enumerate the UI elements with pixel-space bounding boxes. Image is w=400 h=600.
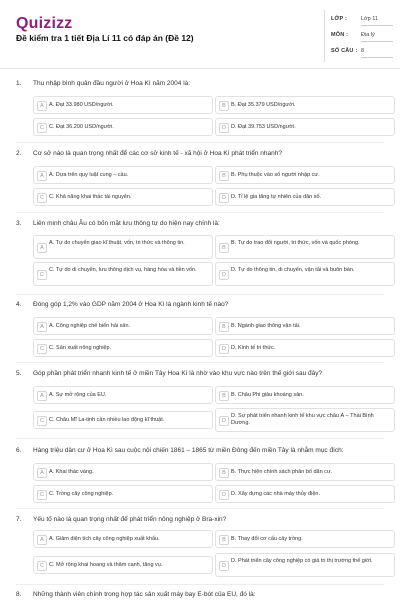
- option-text: D. Sự phát triển nhanh kinh tế khu vực châu Á – Thái Bình Dương.: [231, 413, 374, 426]
- option-text: C. Sản xuất nông nghiệp.: [49, 345, 112, 351]
- question-number: 8.: [16, 591, 22, 598]
- option-letter-badge: D: [219, 344, 229, 354]
- option-letter-badge: D: [219, 270, 229, 280]
- option-b[interactable]: [215, 166, 395, 184]
- option-a[interactable]: [33, 166, 213, 184]
- option-d[interactable]: [215, 553, 395, 577]
- option-text: A. Công nghiệp chế biến hải sản.: [49, 323, 131, 329]
- option-text: A. Sự mở rộng của EU.: [49, 392, 107, 398]
- option-text: B. Tự do trao đổi người, tri thức, vốn và quốc phòng.: [231, 240, 360, 246]
- header-divider: [0, 68, 400, 69]
- meta-class-line: [361, 25, 393, 26]
- option-d[interactable]: [215, 339, 395, 357]
- option-text: D. Xây dựng các nhà máy thủy điện.: [231, 491, 320, 497]
- option-d[interactable]: [215, 262, 395, 286]
- option-letter-badge: A: [37, 468, 47, 478]
- option-text: C. Châu Mĩ La-tinh cần nhiều lao động kĩ thuật.: [49, 417, 165, 423]
- question-number: 5.: [16, 370, 22, 377]
- option-c[interactable]: [33, 556, 213, 574]
- option-letter-badge: A: [37, 243, 47, 253]
- option-text: D. Tỉ lệ gia tăng tự nhiên của dân số.: [231, 194, 322, 200]
- option-letter-badge: B: [219, 171, 229, 181]
- option-text: C. Khả năng khai thác tài nguyên.: [49, 194, 132, 200]
- option-letter-badge: C: [37, 490, 47, 500]
- option-c[interactable]: [33, 118, 213, 136]
- option-b[interactable]: [215, 235, 395, 259]
- option-text: D. Kinh tế tri thức.: [231, 345, 276, 351]
- option-c[interactable]: [33, 339, 213, 357]
- option-c[interactable]: [33, 485, 213, 503]
- meta-count-value: 8: [361, 48, 365, 54]
- option-letter-badge: C: [37, 123, 47, 133]
- option-letter-badge: B: [219, 101, 229, 111]
- option-letter-badge: B: [219, 322, 229, 332]
- option-c[interactable]: [33, 262, 213, 286]
- question-divider: [16, 212, 384, 213]
- meta-subject-value: Địa lý: [361, 32, 375, 38]
- worksheet-header: [0, 0, 400, 64]
- question-text: Đóng góp 1,2% vào GDP năm 2004 ở Hoa Kì là ngành kinh tế nào?: [33, 301, 229, 308]
- option-letter-badge: B: [219, 391, 229, 401]
- option-d[interactable]: [215, 188, 395, 206]
- option-letter-badge: D: [219, 416, 229, 426]
- option-letter-badge: D: [219, 123, 229, 133]
- option-b[interactable]: [215, 317, 395, 335]
- option-text: B. Châu Phi giàu khoáng sản.: [231, 392, 304, 398]
- question-text: Cơ sở nào là quan trọng nhất để các cơ sở kinh tế - xã hội ở Hoa Kì phát triển nhanh?: [33, 150, 282, 157]
- option-a[interactable]: [33, 386, 213, 404]
- option-letter-badge: C: [37, 344, 47, 354]
- meta-question-count: [331, 48, 391, 60]
- meta-count-line: [361, 57, 393, 58]
- option-a[interactable]: [33, 96, 213, 114]
- option-text: A. Giảm diện tích cây công nghiệp xuất khẩu.: [49, 536, 160, 542]
- option-text: D. Phát triển cây công nghiệp có giá trị thị trường thế giới.: [231, 558, 373, 564]
- question-text: Hàng triệu dân cư ở Hoa Kì sau cuộc nội chiến 1861 – 1865 từ miền Đông đến miền Tây là nhằm mục đích:: [33, 447, 344, 454]
- meta-class-label: LỚP :: [331, 16, 347, 22]
- question-text: Góp phần phát triển nhanh kinh tế ở miền Tây Hoa Kì là nhờ vào khu vực nào trên thế giới sau đây?: [33, 370, 323, 377]
- option-text: A. Dựa trên quy luật cung – cầu.: [49, 172, 129, 178]
- question-divider: [16, 438, 384, 439]
- option-letter-badge: C: [37, 193, 47, 203]
- question-text: Thu nhập bình quân đầu người ở Hoa Kì năm 2004 là:: [33, 80, 191, 87]
- question-text: Liên minh châu Âu có bốn mặt lưu thông tự do hiện nay chính là:: [33, 220, 220, 227]
- option-a[interactable]: [33, 317, 213, 335]
- option-text: D. Tự do thông tin, di chuyển, vận tải và buôn bán.: [231, 267, 355, 273]
- meta-subject: [331, 32, 391, 44]
- question-number: 3.: [16, 220, 22, 227]
- option-text: B. Thay đổi cơ cấu cây trồng.: [231, 536, 303, 542]
- option-letter-badge: B: [219, 535, 229, 545]
- option-letter-badge: A: [37, 101, 47, 111]
- meta-subject-line: [361, 41, 393, 42]
- option-text: C. Tự do di chuyển, lưu thông dịch vụ, hàng hóa và tiền vốn.: [49, 267, 197, 273]
- option-c[interactable]: [33, 188, 213, 206]
- option-letter-badge: A: [37, 322, 47, 332]
- question-divider: [16, 584, 384, 585]
- option-text: D. Đạt 39.753 USD/người.: [231, 124, 296, 130]
- question-divider: [16, 294, 384, 295]
- option-text: B. Phụ thuộc vào số người nhập cư.: [231, 172, 320, 178]
- option-text: B. Ngành giao thông vận tải.: [231, 323, 301, 329]
- option-text: A. Tự do chuyển giao kĩ thuật, vốn, tri thức và thông tin.: [49, 240, 185, 246]
- question-text: Yếu tố nào là quan trọng nhất để phát triển nông nghiệp ở Bra-xin?: [33, 516, 227, 523]
- meta-class-value: Lớp 11: [361, 16, 378, 22]
- option-a[interactable]: [33, 235, 213, 259]
- meta-class: [331, 16, 391, 28]
- meta-count-label: SỐ CÂU :: [331, 48, 358, 54]
- option-d[interactable]: [215, 408, 395, 432]
- option-letter-badge: A: [37, 391, 47, 401]
- question-text: Những thành viên chính trong hợp tác sản xuất máy bay E-bót của EU, đó là:: [33, 591, 256, 598]
- option-text: B. Thực hiện chính sách phân bố dân cư.: [231, 469, 333, 475]
- question-number: 2.: [16, 150, 22, 157]
- worksheet-meta: [324, 10, 393, 62]
- worksheet-title: Đề kiểm tra 1 tiết Địa Lí 11 có đáp án (Đề 12): [16, 33, 194, 43]
- question-divider: [16, 508, 384, 509]
- question-number: 4.: [16, 301, 22, 308]
- option-a[interactable]: [33, 463, 213, 481]
- option-letter-badge: C: [37, 561, 47, 571]
- option-c[interactable]: [33, 411, 213, 429]
- meta-subject-label: MÔN :: [331, 32, 349, 38]
- question-divider: [16, 142, 384, 143]
- option-d[interactable]: [215, 485, 395, 503]
- option-letter-badge: C: [37, 416, 47, 426]
- option-a[interactable]: [33, 530, 213, 548]
- option-text: C. Trồng cây công nghiệp.: [49, 491, 114, 497]
- question-number: 6.: [16, 447, 22, 454]
- option-text: A. Khai thác vàng.: [49, 469, 94, 475]
- option-text: C. Đạt 36.200 USD/người.: [49, 124, 114, 130]
- option-b[interactable]: [215, 463, 395, 481]
- option-letter-badge: A: [37, 171, 47, 181]
- option-letter-badge: B: [219, 243, 229, 253]
- option-b[interactable]: [215, 96, 395, 114]
- option-letter-badge: A: [37, 535, 47, 545]
- question-number: 7.: [16, 516, 22, 523]
- option-text: B. Đạt 35.379 USD/người.: [231, 102, 296, 108]
- option-b[interactable]: [215, 386, 395, 404]
- question-number: 1.: [16, 80, 22, 87]
- option-d[interactable]: [215, 118, 395, 136]
- option-letter-badge: D: [219, 193, 229, 203]
- quizizz-logo: Quizizz: [16, 15, 73, 32]
- option-letter-badge: D: [219, 561, 229, 571]
- option-letter-badge: B: [219, 468, 229, 478]
- option-letter-badge: D: [219, 490, 229, 500]
- option-b[interactable]: [215, 530, 395, 548]
- option-text: A. Đạt 33.980 USD/người.: [49, 102, 114, 108]
- option-text: C. Mở rộng khai hoang và thâm canh, tăng vụ.: [49, 562, 163, 568]
- option-letter-badge: C: [37, 270, 47, 280]
- question-divider: [16, 362, 384, 363]
